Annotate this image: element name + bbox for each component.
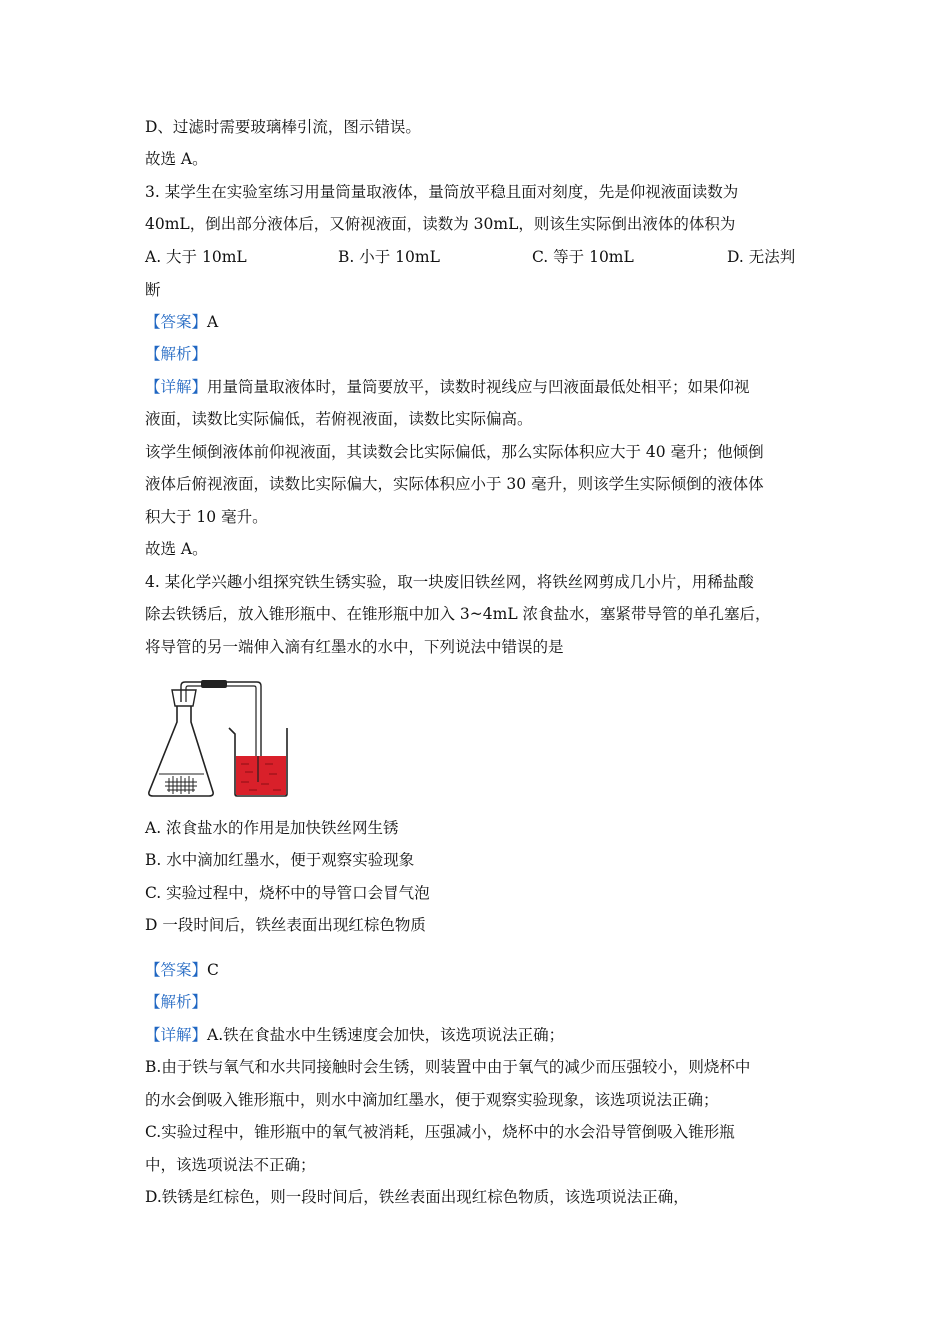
q4-option-c: C. 实验过程中，烧杯中的导管口会冒气泡	[145, 884, 430, 902]
q4-detail-1	[145, 1025, 564, 1045]
q3-detail-1	[145, 377, 750, 397]
q4-detail-2: B.由于铁与氧气和水共同接触时会生锈，则装置中由于氧气的减少而压强较小，则烧杯中	[145, 1058, 751, 1076]
q3-conclusion: 故选 A。	[145, 540, 208, 558]
q4-answer	[145, 960, 219, 980]
q3-detail-5: 积大于 10 毫升。	[145, 508, 268, 526]
detail-text: A.铁在食盐水中生锈速度会加快，该选项说法正确；	[207, 1026, 565, 1044]
q3-stem-2: 40mL，倒出部分液体后，又俯视液面，读数为 30mL，则该生实际倒出液体的体积为	[145, 215, 736, 233]
q3-answer	[145, 312, 218, 332]
q3-option-b: B. 小于 10mL	[338, 248, 440, 266]
q4-option-a: A. 浓食盐水的作用是加快铁丝网生锈	[145, 819, 399, 837]
q4-detail-6: D.铁锈是红棕色，则一段时间后，铁丝表面出现红棕色物质，该选项说法正确，	[145, 1188, 689, 1206]
q4-option-b: B. 水中滴加红墨水，便于观察实验现象	[145, 851, 415, 869]
rubber-connector	[201, 680, 227, 688]
q3-stem-1: 3. 某学生在实验室练习用量筒量取液体，量筒放平稳且面对刻度，先是仰视液面读数为	[145, 183, 739, 201]
red-ink-water	[236, 756, 286, 795]
line-choose-a-1: 故选 A。	[145, 150, 208, 168]
q3-option-a: A. 大于 10mL	[145, 248, 247, 266]
iron-wire-mesh	[165, 776, 197, 794]
q3-detail-3: 该学生倾倒液体前仰视液面，其读数会比实际偏低，那么实际体积应大于 40 毫升；他倾倒	[145, 443, 764, 461]
q3-option-d: D. 无法判	[727, 248, 796, 266]
detail-text: 用量筒量取液体时，量筒要放平，读数时视线应与凹液面最低处相平；如果仰视	[207, 378, 750, 396]
detail-label: 【详解】	[145, 1026, 208, 1044]
q4-analysis-label: 【解析】	[145, 993, 208, 1011]
q4-option-d: D 一段时间后，铁丝表面出现红棕色物质	[145, 916, 426, 934]
q4-stem-2: 除去铁锈后，放入锥形瓶中、在锥形瓶中加入 3~4mL 浓食盐水，塞紧带导管的单孔塞后，	[145, 605, 771, 623]
q4-detail-5: 中，该选项说法不正确；	[145, 1156, 316, 1174]
answer-label: 【答案】	[145, 313, 208, 331]
q3-option-wrap: 断	[145, 281, 161, 299]
q3-option-c: C. 等于 10mL	[532, 248, 634, 266]
rubber-stopper	[172, 690, 196, 706]
q4-detail-4: C.实验过程中，锥形瓶中的氧气被消耗，压强减小，烧杯中的水会沿导管倒吸入锥形瓶	[145, 1123, 735, 1141]
q3-detail-2: 液面，读数比实际偏低，若俯视液面，读数比实际偏高。	[145, 410, 533, 428]
q4-stem-1: 4. 某化学兴趣小组探究铁生锈实验，取一块废旧铁丝网，将铁丝网剪成几小片，用稀盐酸	[145, 573, 754, 591]
q3-analysis-label: 【解析】	[145, 345, 208, 363]
line-d-filter: D、过滤时需要玻璃棒引流，图示错误。	[145, 118, 421, 136]
q3-detail-4: 液体后俯视液面，读数比实际偏大，实际体积应小于 30 毫升，则该学生实际倾倒的液体体	[145, 475, 764, 493]
detail-label: 【详解】	[145, 378, 208, 396]
experiment-apparatus-diagram	[145, 678, 295, 800]
answer-value: C	[207, 961, 219, 979]
answer-label: 【答案】	[145, 961, 208, 979]
answer-value: A	[207, 313, 219, 331]
q4-detail-3: 的水会倒吸入锥形瓶中，则水中滴加红墨水，便于观察实验现象，该选项说法正确；	[145, 1091, 719, 1109]
q4-stem-3: 将导管的另一端伸入滴有红墨水的水中，下列说法中错误的是	[145, 638, 564, 656]
